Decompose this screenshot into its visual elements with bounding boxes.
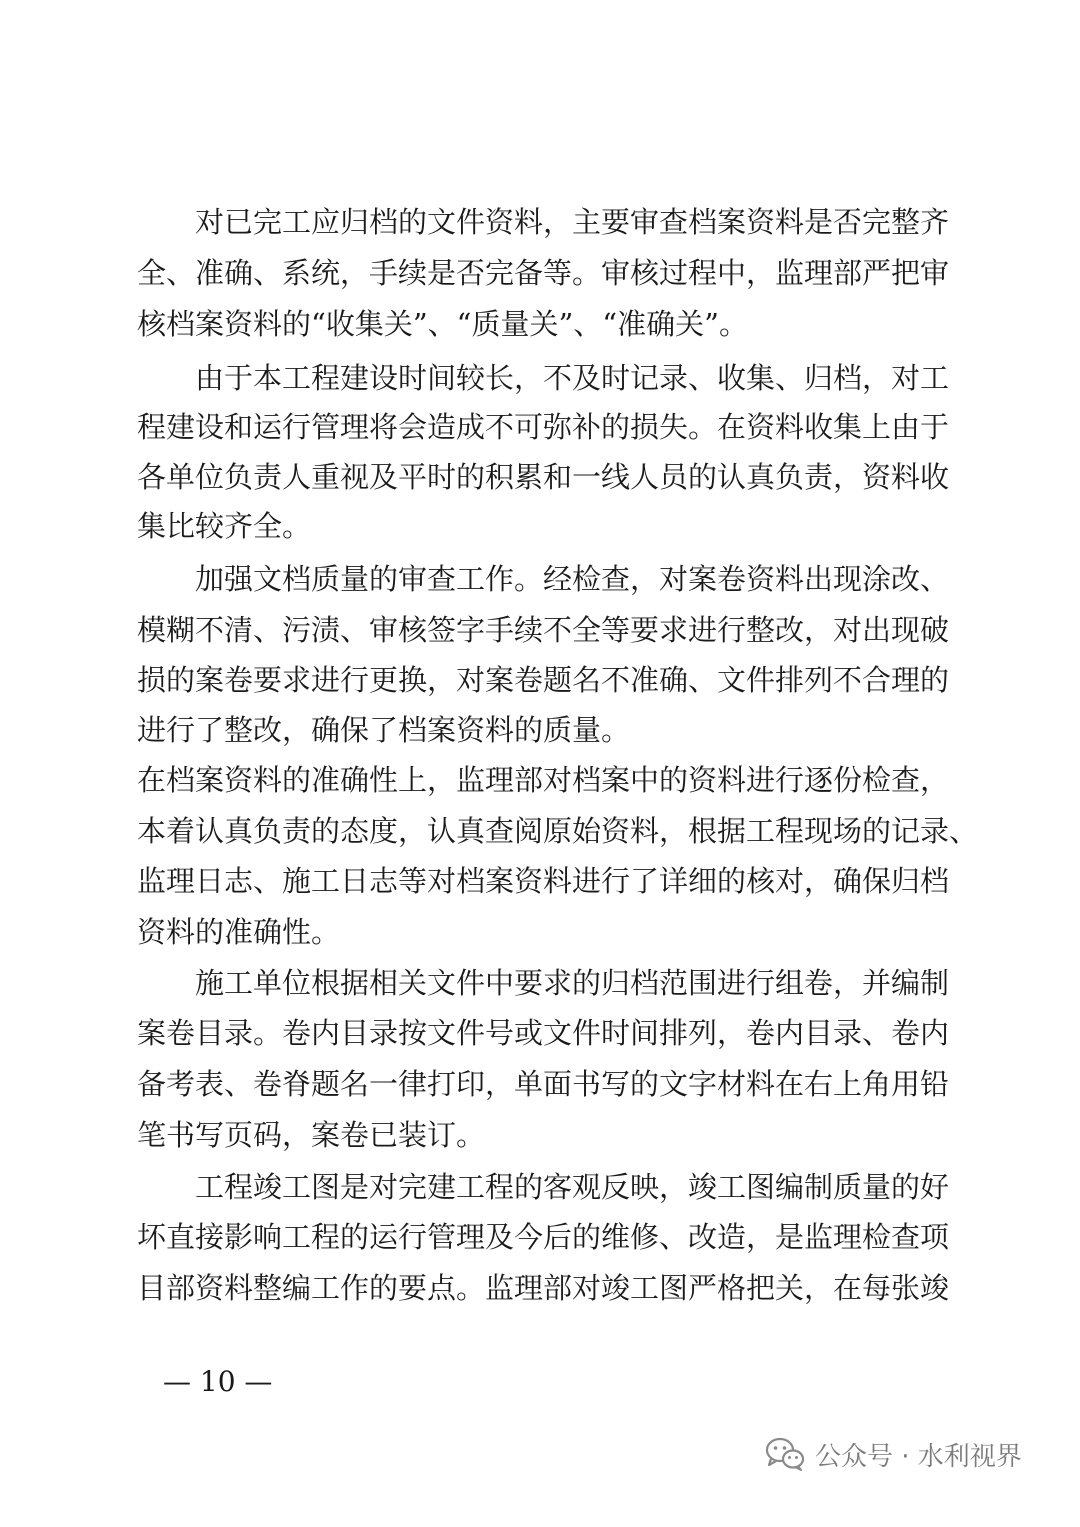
text-line: 在档案资料的准确性上，监理部对档案中的资料进行逐份检查， — [137, 763, 950, 797]
text-line: 全、准确、系统，手续是否完备等。审核过程中，监理部严把审 — [137, 256, 950, 290]
text-line: 施工单位根据相关文件中要求的归档范围进行组卷，并编制 — [195, 966, 950, 1000]
page-number: — 10 — — [163, 1365, 273, 1398]
text-line: 备考表、卷脊题名一律打印，单面书写的文字材料在右上角用铅 — [137, 1067, 950, 1101]
text-line: 各单位负责人重视及平时的积累和一线人员的认真负责，资料收 — [137, 460, 950, 494]
text-line: 目部资料整编工作的要点。监理部对竣工图严格把关，在每张竣 — [137, 1271, 950, 1305]
text-line: 坏直接影响工程的运行管理及今后的维修、改造，是监理检查项 — [137, 1220, 950, 1254]
text-line: 加强文档质量的审查工作。经检查，对案卷资料出现涂改、 — [195, 562, 950, 596]
text-line: 工程竣工图是对完建工程的客观反映，竣工图编制质量的好 — [195, 1170, 950, 1204]
text-line: 进行了整改，确保了档案资料的质量。 — [137, 713, 631, 747]
text-line: 笔书写页码，案卷已装订。 — [137, 1118, 486, 1152]
wechat-icon — [765, 1437, 805, 1471]
watermark-text: 公众号 · 水利视界 — [815, 1441, 1022, 1472]
text-line: 案卷目录。卷内目录按文件号或文件时间排列，卷内目录、卷内 — [137, 1016, 950, 1050]
text-line: 本着认真负责的态度，认真查阅原始资料，根据工程现场的记录、 — [137, 814, 979, 848]
text-line: 程建设和运行管理将会造成不可弥补的损失。在资料收集上由于 — [137, 410, 950, 444]
watermark — [765, 1432, 1022, 1476]
text-line: 监理日志、施工日志等对档案资料进行了详细的核对，确保归档 — [137, 864, 950, 898]
text-line: 损的案卷要求进行更换，对案卷题名不准确、文件排列不合理的 — [137, 663, 950, 697]
text-line: 由于本工程建设时间较长，不及时记录、收集、归档，对工 — [195, 361, 950, 395]
text-line: 对已完工应归档的文件资料，主要审查档案资料是否完整齐 — [195, 205, 950, 239]
text-line: 资料的准确性。 — [137, 915, 341, 949]
text-line: 集比较齐全。 — [137, 509, 312, 543]
text-line: 核档案资料的“收集关”、“质量关”、“准确关”。 — [137, 307, 748, 341]
text-line: 模糊不清、污渍、审核签字手续不全等要求进行整改，对出现破 — [137, 613, 950, 647]
